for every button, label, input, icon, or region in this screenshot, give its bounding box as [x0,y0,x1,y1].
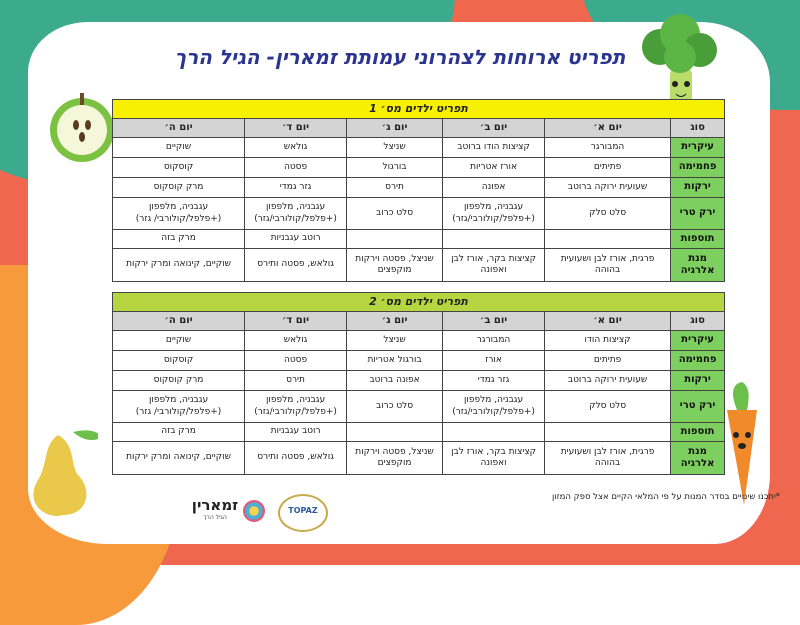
row-type: פחמימה [671,158,725,178]
menu-cell: סלט כרוב [347,198,443,230]
menu-cell: קציצות בקר, אורז לבן ואפונה [443,249,545,282]
menu-cell: שעועית ירוקה ברוטב [545,178,671,198]
col-header: יום ג׳ [347,119,443,138]
page-title: תפריט ארוחות לצהרוני עמותת זמארין- הגיל הרך [174,45,626,69]
menu-cell: תירס [245,371,347,391]
menu-cell: מרק בזה [113,423,245,442]
menu-cell [347,423,443,442]
col-header: יום א׳ [545,119,671,138]
col-header: יום א׳ [545,312,671,331]
menu-cell: תירס [347,178,443,198]
row-type: תוספות [671,423,725,442]
table-row [113,371,725,391]
zamarin-logo-name: זמארין [191,496,239,514]
table-row [113,391,725,423]
menu-cell: פתיתים [545,158,671,178]
menu-cell: קציצות הודו ברוטב [443,138,545,158]
menu-table-1 [112,99,725,282]
row-type: ירקות [671,178,725,198]
menu-cell: סלט סלק [545,391,671,423]
menu-2-heading: תפריט ילדים מס׳ 2 [113,293,725,312]
menu-cell: סלט סלק [545,198,671,230]
table-row [113,230,725,249]
menu-cell: מרק בזה [113,230,245,249]
menu-cell: מרק קוסקוס [113,371,245,391]
menu-cell [347,230,443,249]
table-row [113,249,725,282]
menu-cell: עגבניה, מלפפון (+פלפל/קולורבי/גזר) [443,198,545,230]
menu-cell: פרגית, אורז לבן ושעועית בהוהה [545,249,671,282]
menu-cell: עגבניה, מלפפון (+פלפל/קולורבי/גזר) [245,391,347,423]
row-type: ירק טרי [671,198,725,230]
menu-cell: קוסקוס [113,158,245,178]
table-row [113,423,725,442]
menu-cell: בורגול [347,158,443,178]
menu-cell: שעועית ירוקה ברוטב [545,371,671,391]
menu-cell: עגבניה, מלפפון (+פלפל/קולורבי/גזר) [245,198,347,230]
menu-cell: שניצל [347,331,443,351]
table-row [113,178,725,198]
menu-cell: שניצל, פסטה וירקות מוקפצים [347,249,443,282]
menu-cell: גולאש [245,138,347,158]
menu-cell: סלט כרוב [347,391,443,423]
menu-cell: פרגית, אורז לבן ושעועית בהוהה [545,442,671,475]
row-type: תוספות [671,230,725,249]
col-header: יום ד׳ [245,312,347,331]
menu-cell: המבורגר [545,138,671,158]
menu-cell: אורז אטריות [443,158,545,178]
menu-cell: שוקיים, קינואה ומרק ירקות [113,249,245,282]
apple-icon [42,85,122,165]
col-header: יום ה׳ [113,312,245,331]
menu-cell: שוקיים [113,331,245,351]
col-header: יום ד׳ [245,119,347,138]
menu-cell: עגבניה, מלפפון (+פלפל/קולורבי/ גזר) [113,391,245,423]
menu-cell [545,423,671,442]
menu-cell: מרק קוסקוס [113,178,245,198]
table-row [113,198,725,230]
col-header: יום ב׳ [443,119,545,138]
menu-cell: שניצל [347,138,443,158]
col-header: סוג [671,119,725,138]
menu-cell: בורגול אטריות [347,351,443,371]
menu-cell: רוטב עגבניות [245,423,347,442]
menu-cell: קציצות הודו [545,331,671,351]
row-type: עיקרית [671,331,725,351]
menu-cell: אפונה ברוטב [347,371,443,391]
row-type: ירק טרי [671,391,725,423]
menu-cell: פסטה [245,351,347,371]
menu-cell: אורז [443,351,545,371]
pear-icon [18,420,98,520]
table-row [113,158,725,178]
col-header: סוג [671,312,725,331]
table-row [113,138,725,158]
menu-cell [443,423,545,442]
menu-cell: קציצות בקר, אורז לבן ואפונה [443,442,545,475]
col-header: יום ג׳ [347,312,443,331]
row-type: מנת אלרגיה [671,249,725,282]
table-row [113,331,725,351]
col-header: יום ב׳ [443,312,545,331]
menu-cell: גזר גמדי [443,371,545,391]
menu-cell: שוקיים [113,138,245,158]
topaz-logo: TOPAZ [278,494,328,532]
menu-cell: גולאש, פסטה ותירס [245,442,347,475]
flower-logo-icon [243,500,265,522]
menu-cell: קוסקוס [113,351,245,371]
table-row [113,351,725,371]
menu-cell: גזר גמדי [245,178,347,198]
table-row [113,442,725,475]
row-type: ירקות [671,371,725,391]
menu-cell: גולאש, פסטה ותירס [245,249,347,282]
menu-cell: פסטה [245,158,347,178]
col-header: יום ה׳ [113,119,245,138]
menu-cell [443,230,545,249]
menu-cell: גולאש [245,331,347,351]
menu-cell: שניצל, פסטה וירקות מוקפצים [347,442,443,475]
footnote: *יתכנו שינויים בסדר המנות על פי המלאי הקיים אצל ספק המזון [552,492,780,502]
menu-cell [545,230,671,249]
menu-cell: המבורגר [443,331,545,351]
menu-cell: עגבניה, מלפפון (+פלפל/קולורבי/גזר) [443,391,545,423]
menu-cell: עגבניה, מלפפון (+פלפל/קולורבי/ גזר) [113,198,245,230]
menu-table-2 [112,292,725,475]
menu-cell: אפונה [443,178,545,198]
row-type: עיקרית [671,138,725,158]
menu-1-heading: תפריט ילדים מס׳ 1 [113,100,725,119]
row-type: מנת אלרגיה [671,442,725,475]
menu-cell: פתיתים [545,351,671,371]
zamarin-logo-sub: הגיל הרך [203,514,227,521]
row-type: פחמימה [671,351,725,371]
menu-cell: שוקיים, קינואה ומרק ירקות [113,442,245,475]
menu-cell: רוטב עגבניות [245,230,347,249]
zamarin-logo [190,496,240,521]
